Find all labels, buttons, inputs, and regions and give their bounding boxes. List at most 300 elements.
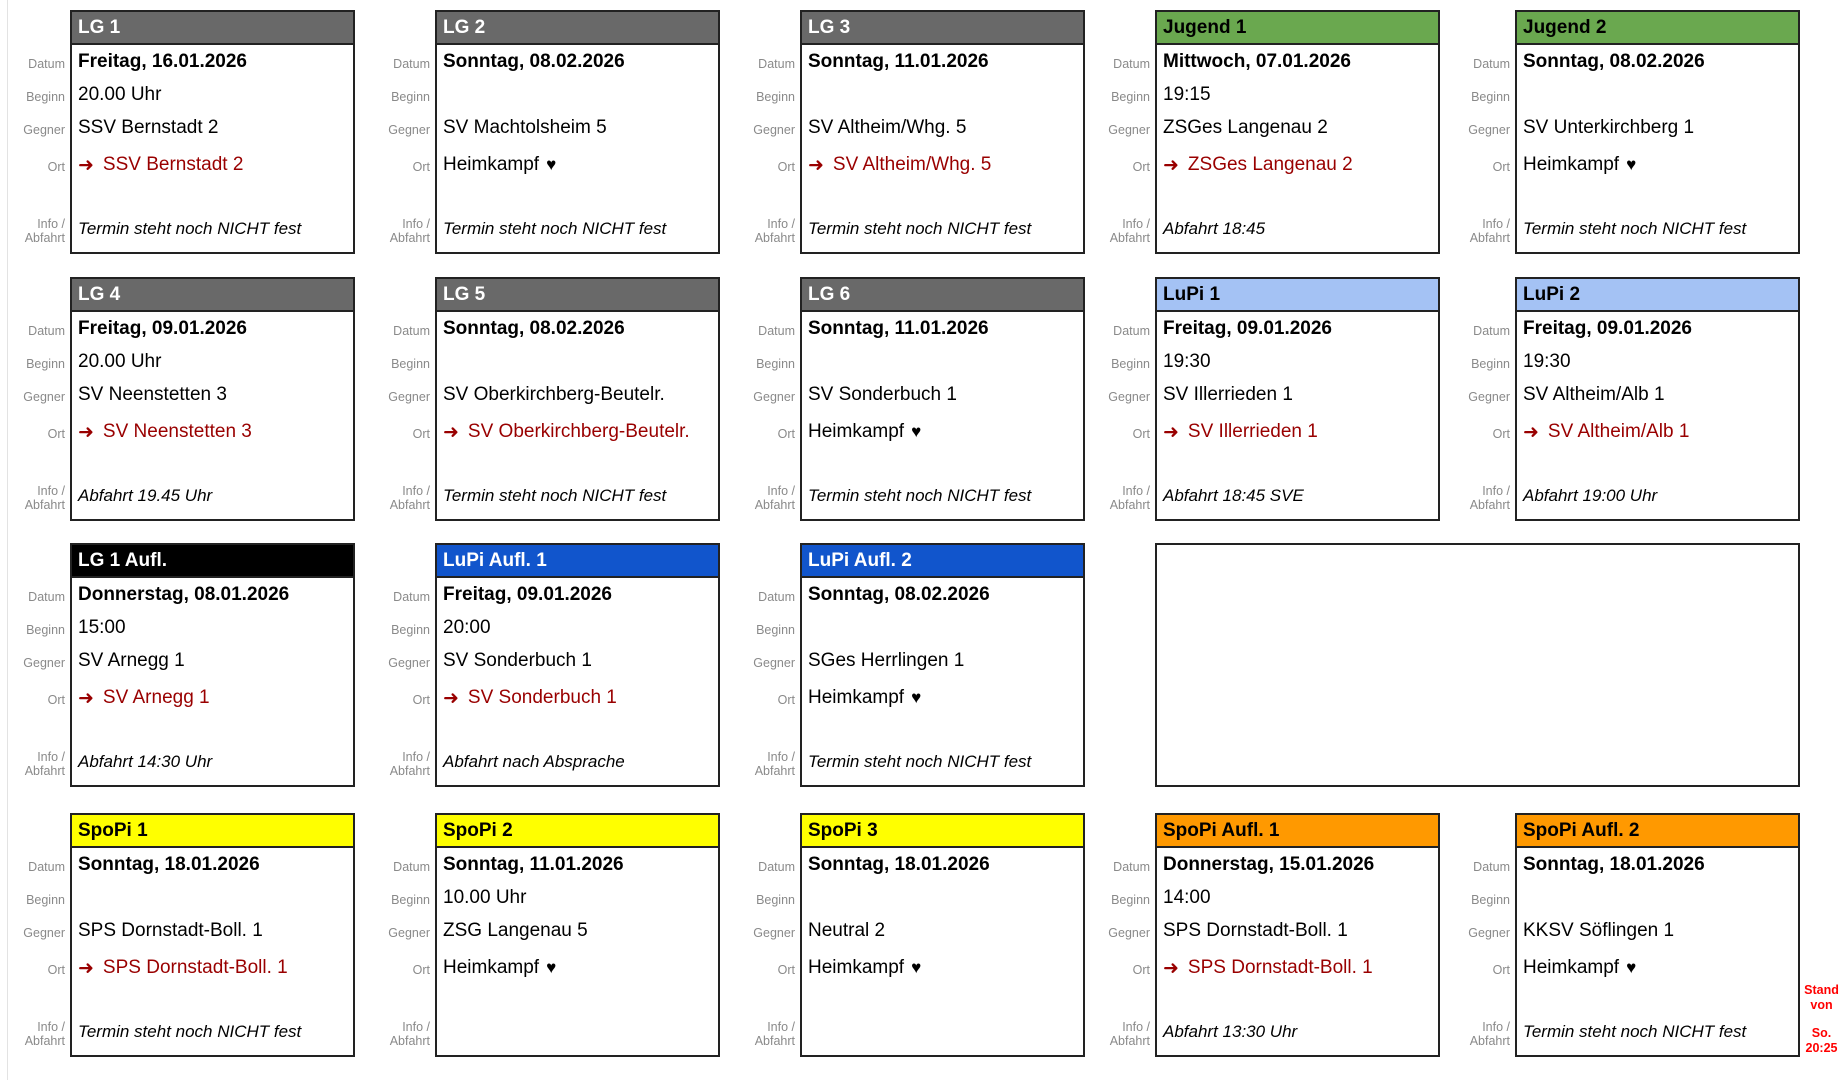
match-card	[70, 277, 355, 521]
card-date-value: Sonntag, 18.01.2026	[78, 853, 260, 875]
card-start-time-value: 14:00	[1163, 886, 1211, 908]
card-info-abfahrt-value: Abfahrt 19:00 Uhr	[1523, 486, 1658, 505]
label-spacer	[371, 721, 430, 741]
field-label-column	[371, 10, 435, 254]
field-label-column	[1091, 277, 1155, 521]
field-label-info-abfahrt	[1451, 208, 1510, 254]
card-location-text: SV Altheim/Alb 1	[1547, 421, 1690, 442]
card-opponent-value: SV Sonderbuch 1	[808, 383, 957, 405]
card-title: Jugend 1	[1157, 12, 1438, 45]
field-label-info-line2: Abfahrt	[1109, 498, 1150, 512]
field-label-info-abfahrt	[1091, 208, 1150, 254]
card-opponent-value: ZSGes Langenau 2	[1163, 116, 1328, 138]
label-spacer	[1091, 813, 1150, 850]
field-label-info-abfahrt	[736, 741, 795, 787]
field-label-datum: Datum	[1473, 323, 1510, 338]
field-label-gegner: Gegner	[388, 122, 430, 137]
card-location-value	[1157, 947, 1438, 989]
card-opponent-value: SV Altheim/Whg. 5	[808, 116, 967, 138]
card-date-value: Sonntag, 08.02.2026	[443, 50, 625, 72]
field-label-info-line1: Info /	[767, 750, 795, 764]
card-location-value	[802, 677, 1083, 719]
card-opponent-value: SV Sonderbuch 1	[443, 649, 592, 671]
field-label-info-line1: Info /	[402, 750, 430, 764]
field-label-datum: Datum	[1113, 323, 1150, 338]
card-start-time-value: 10.00 Uhr	[443, 886, 527, 908]
card-location-value	[437, 411, 718, 453]
away-arrow-icon: ➜	[78, 957, 94, 979]
card-date-value: Sonntag, 11.01.2026	[808, 50, 989, 72]
field-label-gegner: Gegner	[1108, 925, 1150, 940]
card-title: Jugend 2	[1517, 12, 1798, 45]
field-label-beginn: Beginn	[756, 89, 795, 104]
label-spacer	[371, 455, 430, 475]
card-location-text: Heimkampf	[1523, 957, 1620, 978]
status-note-line2: So. 20:25	[1805, 1026, 1838, 1055]
field-label-ort: Ort	[1132, 963, 1150, 977]
card-opponent-value: SV Altheim/Alb 1	[1523, 383, 1665, 405]
card-date-value: Sonntag, 08.02.2026	[808, 583, 990, 605]
match-card	[800, 543, 1085, 787]
card-location-text: SV Arnegg 1	[102, 687, 210, 708]
label-spacer	[6, 10, 65, 47]
field-label-gegner: Gegner	[1108, 122, 1150, 137]
field-label-info-abfahrt	[736, 475, 795, 521]
card-start-time-value: 19:30	[1523, 350, 1571, 372]
card-location-text: Heimkampf	[1523, 154, 1620, 175]
field-label-gegner: Gegner	[388, 389, 430, 404]
field-label-gegner: Gegner	[1468, 389, 1510, 404]
label-spacer	[1091, 991, 1150, 1011]
field-label-info-abfahrt	[6, 208, 65, 254]
card-location-value	[72, 411, 353, 453]
field-label-info-line1: Info /	[1122, 217, 1150, 231]
card-opponent-value: SV Arnegg 1	[78, 649, 185, 671]
field-label-column	[1091, 813, 1155, 1057]
label-spacer	[6, 991, 65, 1011]
field-label-info-line2: Abfahrt	[1469, 231, 1510, 245]
match-card-unit	[371, 543, 720, 787]
field-label-datum: Datum	[1473, 859, 1510, 874]
card-row-spacer	[437, 453, 718, 473]
card-info-abfahrt-value: Termin steht noch NICHT fest	[808, 486, 1032, 505]
card-location-value	[437, 144, 718, 186]
label-spacer	[6, 813, 65, 850]
card-info-abfahrt-value: Abfahrt 18:45 SVE	[1163, 486, 1304, 505]
card-row-spacer	[437, 719, 718, 739]
field-label-info-line2: Abfahrt	[24, 764, 65, 778]
match-card-unit	[371, 10, 720, 254]
card-opponent-value: SV Oberkirchberg-Beutelr.	[443, 383, 665, 405]
field-label-gegner: Gegner	[1108, 389, 1150, 404]
field-label-datum: Datum	[758, 323, 795, 338]
card-location-value	[1157, 411, 1438, 453]
away-arrow-icon: ➜	[78, 687, 94, 709]
field-label-info-abfahrt	[6, 1011, 65, 1057]
field-label-column	[736, 813, 800, 1057]
away-arrow-icon: ➜	[443, 421, 459, 443]
card-row-spacer	[802, 989, 1083, 1009]
field-label-datum: Datum	[393, 56, 430, 71]
card-date-value: Freitag, 09.01.2026	[78, 317, 247, 339]
field-label-beginn: Beginn	[391, 892, 430, 907]
label-spacer	[1451, 455, 1510, 475]
label-spacer	[1091, 455, 1150, 475]
field-label-info-line2: Abfahrt	[24, 498, 65, 512]
field-label-ort: Ort	[1492, 963, 1510, 977]
match-card	[435, 813, 720, 1057]
away-arrow-icon: ➜	[1163, 957, 1179, 979]
label-spacer	[1091, 188, 1150, 208]
field-label-info-line2: Abfahrt	[754, 764, 795, 778]
label-spacer	[736, 813, 795, 850]
field-label-gegner: Gegner	[1468, 925, 1510, 940]
label-spacer	[1451, 991, 1510, 1011]
field-label-column	[1451, 10, 1515, 254]
field-label-ort: Ort	[47, 160, 65, 174]
card-date-value: Sonntag, 18.01.2026	[1523, 853, 1705, 875]
label-spacer	[736, 543, 795, 580]
match-card-unit	[1451, 813, 1800, 1057]
card-title: LG 1 Aufl.	[72, 545, 353, 578]
card-date-value: Sonntag, 11.01.2026	[808, 317, 989, 339]
match-card-unit	[371, 813, 720, 1057]
field-label-info-line2: Abfahrt	[1469, 498, 1510, 512]
field-label-beginn: Beginn	[391, 89, 430, 104]
field-label-beginn: Beginn	[391, 622, 430, 637]
home-heart-icon: ♥	[1626, 958, 1637, 977]
card-start-time-value	[437, 345, 718, 378]
away-arrow-icon: ➜	[1163, 154, 1179, 176]
match-card-unit	[1091, 10, 1440, 254]
field-label-datum: Datum	[1113, 859, 1150, 874]
label-spacer	[736, 188, 795, 208]
field-label-datum: Datum	[1113, 56, 1150, 71]
field-label-info-line2: Abfahrt	[389, 764, 430, 778]
card-row-spacer	[802, 186, 1083, 206]
card-date-value: Freitag, 09.01.2026	[1523, 317, 1692, 339]
label-spacer	[736, 455, 795, 475]
label-spacer	[1451, 277, 1510, 314]
card-date-value: Mittwoch, 07.01.2026	[1163, 50, 1351, 72]
label-spacer	[6, 543, 65, 580]
field-label-datum: Datum	[1473, 56, 1510, 71]
match-card	[800, 813, 1085, 1057]
field-label-datum: Datum	[28, 589, 65, 604]
card-title: SpoPi Aufl. 1	[1157, 815, 1438, 848]
card-row-spacer	[437, 186, 718, 206]
card-date-value: Freitag, 16.01.2026	[78, 50, 247, 72]
field-label-beginn: Beginn	[391, 356, 430, 371]
card-info-abfahrt-value	[437, 1009, 718, 1055]
card-date-value: Freitag, 09.01.2026	[1163, 317, 1332, 339]
field-label-ort: Ort	[47, 693, 65, 707]
card-row-spacer	[802, 453, 1083, 473]
field-label-info-abfahrt	[1451, 1011, 1510, 1057]
card-info-abfahrt-value: Termin steht noch NICHT fest	[443, 219, 667, 238]
field-label-datum: Datum	[28, 56, 65, 71]
card-start-time-value	[437, 78, 718, 111]
card-location-value	[802, 411, 1083, 453]
match-card	[70, 543, 355, 787]
field-label-column	[736, 277, 800, 521]
card-info-abfahrt-value: Abfahrt 14:30 Uhr	[78, 752, 213, 771]
card-opponent-value: SPS Dornstadt-Boll. 1	[1163, 919, 1348, 941]
label-spacer	[736, 10, 795, 47]
field-label-beginn: Beginn	[1111, 89, 1150, 104]
match-card	[800, 277, 1085, 521]
home-heart-icon: ♥	[546, 155, 557, 174]
card-title: LG 2	[437, 12, 718, 45]
card-opponent-value: SSV Bernstadt 2	[78, 116, 219, 138]
card-location-text: Heimkampf	[808, 421, 905, 442]
card-info-abfahrt-value: Abfahrt 13:30 Uhr	[1163, 1022, 1298, 1041]
label-spacer	[1451, 188, 1510, 208]
field-label-info-line2: Abfahrt	[754, 1034, 795, 1048]
field-label-ort: Ort	[412, 693, 430, 707]
field-label-info-line2: Abfahrt	[1469, 1034, 1510, 1048]
field-label-info-line1: Info /	[402, 1020, 430, 1034]
match-card	[435, 277, 720, 521]
card-location-text: SSV Bernstadt 2	[102, 154, 244, 175]
field-label-column	[6, 277, 70, 521]
home-heart-icon: ♥	[1626, 155, 1637, 174]
card-start-time-value	[802, 881, 1083, 914]
label-spacer	[6, 721, 65, 741]
field-label-gegner: Gegner	[388, 655, 430, 670]
field-label-gegner: Gegner	[23, 122, 65, 137]
card-row-spacer	[72, 453, 353, 473]
field-label-info-line1: Info /	[767, 484, 795, 498]
field-label-column	[1451, 277, 1515, 521]
card-location-text: SV Neenstetten 3	[102, 421, 252, 442]
card-location-text: SV Sonderbuch 1	[467, 687, 617, 708]
card-row-spacer	[1517, 989, 1798, 1009]
label-spacer	[736, 991, 795, 1011]
away-arrow-icon: ➜	[808, 154, 824, 176]
field-label-info-line1: Info /	[37, 217, 65, 231]
away-arrow-icon: ➜	[1523, 421, 1539, 443]
field-label-beginn: Beginn	[26, 356, 65, 371]
card-start-time-value	[1517, 881, 1798, 914]
card-row-spacer	[72, 719, 353, 739]
field-label-info-line1: Info /	[1482, 484, 1510, 498]
field-label-info-abfahrt	[371, 208, 430, 254]
card-info-abfahrt-value	[802, 1009, 1083, 1055]
field-label-column	[6, 543, 70, 787]
field-label-datum: Datum	[28, 323, 65, 338]
label-spacer	[371, 813, 430, 850]
card-info-abfahrt-value: Termin steht noch NICHT fest	[808, 752, 1032, 771]
field-label-info-line1: Info /	[1482, 217, 1510, 231]
label-spacer	[1451, 813, 1510, 850]
card-title: LuPi Aufl. 2	[802, 545, 1083, 578]
home-heart-icon: ♥	[911, 422, 922, 441]
match-card-unit	[6, 277, 355, 521]
card-info-abfahrt-value: Termin steht noch NICHT fest	[78, 1022, 302, 1041]
field-label-beginn: Beginn	[26, 892, 65, 907]
label-spacer	[1451, 10, 1510, 47]
field-label-gegner: Gegner	[23, 655, 65, 670]
field-label-info-abfahrt	[371, 475, 430, 521]
card-start-time-value: 19:30	[1163, 350, 1211, 372]
card-opponent-value: Neutral 2	[808, 919, 886, 941]
away-arrow-icon: ➜	[78, 154, 94, 176]
card-row-spacer	[1157, 186, 1438, 206]
field-label-ort: Ort	[777, 693, 795, 707]
field-label-beginn: Beginn	[1471, 356, 1510, 371]
field-label-beginn: Beginn	[26, 622, 65, 637]
field-label-info-abfahrt	[371, 741, 430, 787]
field-label-gegner: Gegner	[753, 655, 795, 670]
field-label-info-line1: Info /	[402, 217, 430, 231]
card-title: SpoPi 3	[802, 815, 1083, 848]
field-label-info-line1: Info /	[1122, 1020, 1150, 1034]
field-label-info-line2: Abfahrt	[754, 498, 795, 512]
field-label-ort: Ort	[412, 427, 430, 441]
card-location-value	[437, 677, 718, 719]
card-date-value: Sonntag, 11.01.2026	[443, 853, 624, 875]
card-info-abfahrt-value: Abfahrt 18:45	[1163, 219, 1266, 238]
field-label-beginn: Beginn	[1111, 356, 1150, 371]
field-label-datum: Datum	[393, 859, 430, 874]
match-card	[1515, 813, 1800, 1057]
card-date-value: Sonntag, 08.02.2026	[1523, 50, 1705, 72]
field-label-gegner: Gegner	[23, 389, 65, 404]
label-spacer	[1091, 10, 1150, 47]
field-label-info-line1: Info /	[767, 1020, 795, 1034]
status-note-line1: Stand von	[1804, 983, 1839, 1012]
away-arrow-icon: ➜	[443, 687, 459, 709]
card-location-value	[1517, 411, 1798, 453]
label-spacer	[371, 188, 430, 208]
field-label-info-abfahrt	[371, 1011, 430, 1057]
field-label-column	[1091, 10, 1155, 254]
card-location-value	[72, 144, 353, 186]
label-spacer	[736, 721, 795, 741]
field-label-datum: Datum	[393, 589, 430, 604]
field-label-info-abfahrt	[736, 1011, 795, 1057]
card-date-value: Donnerstag, 08.01.2026	[78, 583, 290, 605]
card-location-value	[1517, 144, 1798, 186]
label-spacer	[6, 455, 65, 475]
field-label-column	[371, 813, 435, 1057]
match-card	[1515, 10, 1800, 254]
card-info-abfahrt-value: Termin steht noch NICHT fest	[78, 219, 302, 238]
card-title: LuPi 2	[1517, 279, 1798, 312]
card-location-value	[1517, 947, 1798, 989]
field-label-info-line1: Info /	[37, 1020, 65, 1034]
field-label-ort: Ort	[1132, 160, 1150, 174]
label-spacer	[371, 10, 430, 47]
match-card-unit	[1091, 277, 1440, 521]
field-label-beginn: Beginn	[756, 892, 795, 907]
card-row-spacer	[72, 186, 353, 206]
field-label-info-line2: Abfahrt	[24, 1034, 65, 1048]
card-title: SpoPi 1	[72, 815, 353, 848]
field-label-ort: Ort	[47, 427, 65, 441]
card-row-spacer	[1517, 186, 1798, 206]
field-label-beginn: Beginn	[1471, 892, 1510, 907]
field-label-beginn: Beginn	[1471, 89, 1510, 104]
card-row-spacer	[1517, 453, 1798, 473]
card-title: LuPi Aufl. 1	[437, 545, 718, 578]
match-card	[1155, 277, 1440, 521]
match-card-unit	[736, 10, 1085, 254]
match-card-unit	[736, 813, 1085, 1057]
field-label-ort: Ort	[777, 160, 795, 174]
card-row-spacer	[1157, 453, 1438, 473]
card-location-text: SPS Dornstadt-Boll. 1	[102, 957, 288, 978]
card-location-value	[72, 947, 353, 989]
card-opponent-value: SPS Dornstadt-Boll. 1	[78, 919, 263, 941]
card-opponent-value: SV Unterkirchberg 1	[1523, 116, 1695, 138]
field-label-beginn: Beginn	[756, 356, 795, 371]
card-info-abfahrt-value: Abfahrt nach Absprache	[443, 752, 625, 771]
card-start-time-value	[1517, 78, 1798, 111]
card-opponent-value: KKSV Söflingen 1	[1523, 919, 1675, 941]
card-location-text: Heimkampf	[443, 154, 540, 175]
field-label-ort: Ort	[777, 427, 795, 441]
card-location-text: Heimkampf	[808, 957, 905, 978]
match-card	[70, 813, 355, 1057]
match-card-unit	[6, 813, 355, 1057]
card-title: SpoPi 2	[437, 815, 718, 848]
field-label-beginn: Beginn	[756, 622, 795, 637]
field-label-info-abfahrt	[6, 475, 65, 521]
card-opponent-value: SV Neenstetten 3	[78, 383, 227, 405]
card-row-spacer	[437, 989, 718, 1009]
card-opponent-value: ZSG Langenau 5	[443, 919, 588, 941]
card-date-value: Freitag, 09.01.2026	[443, 583, 612, 605]
match-card-unit	[371, 277, 720, 521]
card-row-spacer	[1157, 989, 1438, 1009]
card-opponent-value: SV Machtolsheim 5	[443, 116, 607, 138]
match-card	[70, 10, 355, 254]
card-location-text: SV Oberkirchberg-Beutelr.	[467, 421, 690, 442]
field-label-ort: Ort	[1492, 160, 1510, 174]
card-title: LG 4	[72, 279, 353, 312]
card-opponent-value: SGes Herrlingen 1	[808, 649, 965, 671]
label-spacer	[6, 277, 65, 314]
field-label-ort: Ort	[412, 160, 430, 174]
card-start-time-value: 15:00	[78, 616, 126, 638]
card-date-value: Sonntag, 18.01.2026	[808, 853, 990, 875]
field-label-column	[6, 10, 70, 254]
card-title: LG 5	[437, 279, 718, 312]
card-opponent-value: SV Illerrieden 1	[1163, 383, 1293, 405]
card-location-text: Heimkampf	[808, 687, 905, 708]
field-label-info-line2: Abfahrt	[389, 1034, 430, 1048]
label-spacer	[736, 277, 795, 314]
card-row-spacer	[72, 989, 353, 1009]
card-title: LG 6	[802, 279, 1083, 312]
card-location-value	[802, 947, 1083, 989]
field-label-info-line1: Info /	[1122, 484, 1150, 498]
card-info-abfahrt-value: Termin steht noch NICHT fest	[1523, 219, 1747, 238]
empty-schedule-slot	[1155, 543, 1800, 787]
field-label-datum: Datum	[758, 859, 795, 874]
field-label-gegner: Gegner	[753, 122, 795, 137]
field-label-beginn: Beginn	[26, 89, 65, 104]
field-label-gegner: Gegner	[753, 389, 795, 404]
field-label-info-abfahrt	[6, 741, 65, 787]
card-title: LG 1	[72, 12, 353, 45]
field-label-info-abfahrt	[1091, 1011, 1150, 1057]
field-label-info-abfahrt	[736, 208, 795, 254]
field-label-gegner: Gegner	[23, 925, 65, 940]
field-label-info-line1: Info /	[1482, 1020, 1510, 1034]
